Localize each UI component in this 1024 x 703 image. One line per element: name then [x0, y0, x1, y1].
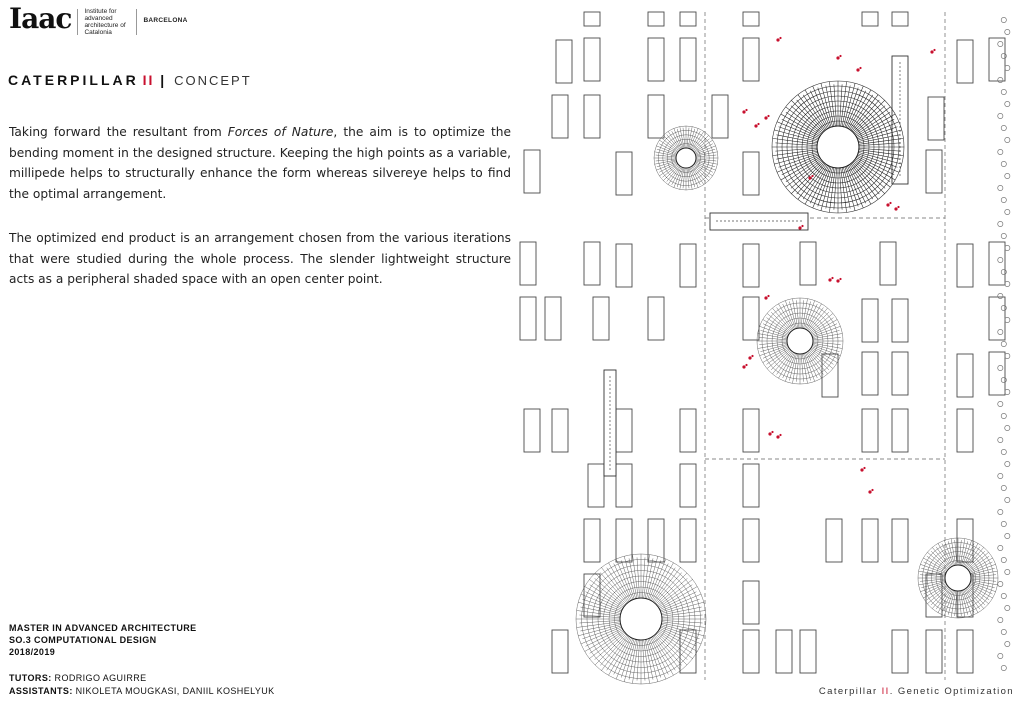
- person-marker: [745, 109, 747, 111]
- building-footprint: [989, 242, 1005, 285]
- person-marker: [860, 468, 863, 471]
- building-footprint: [648, 95, 664, 138]
- assistants-line: [9, 685, 275, 698]
- tree-marker: [998, 401, 1003, 406]
- building-footprint: [743, 519, 759, 562]
- person-marker: [897, 206, 899, 208]
- tree-marker: [1001, 593, 1006, 598]
- building-footprint: [680, 630, 696, 673]
- canopy-lattice: [757, 298, 843, 384]
- building-footprint: [957, 40, 973, 83]
- building-footprint: [957, 519, 973, 562]
- building-footprint: [862, 299, 878, 342]
- tree-marker: [1001, 665, 1006, 670]
- person-marker: [871, 489, 873, 491]
- logo-divider: [77, 9, 78, 35]
- canopy-spoke: [808, 352, 824, 375]
- building-footprint: [926, 630, 942, 673]
- building-footprint: [892, 12, 908, 26]
- building-footprint: [680, 519, 696, 562]
- building-footprint: [743, 244, 759, 287]
- canopy-lattice: [772, 81, 904, 213]
- credits: [9, 672, 275, 698]
- building-footprint: [957, 409, 973, 452]
- building-footprint: [928, 97, 944, 140]
- tree-marker: [1001, 53, 1006, 58]
- person-marker: [742, 110, 745, 113]
- caption-text: . Genetic Optimization: [889, 686, 1014, 697]
- building-footprint: [584, 519, 600, 562]
- person-marker: [771, 431, 773, 433]
- p1-text-start: Taking forward the resultant from: [9, 125, 228, 139]
- canopy-lattice: [654, 126, 718, 190]
- tree-marker: [1001, 125, 1006, 130]
- building-footprint: [989, 352, 1005, 395]
- tree-marker: [998, 113, 1003, 118]
- canopy-oculus: [945, 565, 971, 591]
- canopy-spoke: [811, 318, 834, 334]
- concept-paragraph-1: [9, 122, 511, 204]
- person-marker: [808, 176, 811, 179]
- tree-marker: [1001, 161, 1006, 166]
- canopy-spoke: [663, 165, 679, 181]
- canopy-spoke: [779, 154, 819, 167]
- person-marker: [751, 355, 753, 357]
- building-footprint: [616, 409, 632, 452]
- building-footprint: [520, 242, 536, 285]
- tree-marker: [998, 617, 1003, 622]
- person-marker: [894, 207, 897, 210]
- building-footprint: [524, 150, 540, 193]
- tree-marker: [1001, 17, 1006, 22]
- person-marker: [767, 115, 769, 117]
- tree-marker: [998, 293, 1003, 298]
- building-footprint: [957, 630, 973, 673]
- tutors-label: TUTORS:: [9, 673, 52, 683]
- p1-italic-reference: Forces of Nature: [227, 125, 334, 139]
- building-footprint: [552, 630, 568, 673]
- tree-marker: [1005, 137, 1010, 142]
- building-footprint: [648, 12, 664, 26]
- tutors-line: [9, 672, 275, 685]
- logo-divider: [136, 9, 137, 35]
- site-plan-drawing: [510, 0, 1024, 690]
- tree-marker: [1001, 413, 1006, 418]
- canopy-spoke: [779, 127, 819, 140]
- canopy-spoke: [845, 167, 858, 207]
- canopy-lattice: [918, 538, 998, 618]
- person-marker: [836, 279, 839, 282]
- building-footprint: [892, 352, 908, 395]
- building-footprint: [552, 409, 568, 452]
- tree-marker: [1001, 197, 1006, 202]
- canopy-spoke: [777, 352, 793, 375]
- building-footprint: [892, 409, 908, 452]
- building-footprint: [957, 244, 973, 287]
- building-footprint: [524, 409, 540, 452]
- tree-marker: [1005, 245, 1010, 250]
- person-marker: [779, 37, 781, 39]
- title-subtitle: CONCEPT: [174, 73, 252, 88]
- tree-marker: [1005, 281, 1010, 286]
- tree-marker: [1005, 641, 1010, 646]
- title-project: CATERPILLAR: [8, 72, 139, 88]
- building-footprint: [648, 38, 664, 81]
- assistants-label: ASSISTANTS:: [9, 686, 73, 696]
- tree-marker: [1005, 101, 1010, 106]
- person-marker: [889, 202, 891, 204]
- building-footprint: [800, 630, 816, 673]
- person-marker: [839, 278, 841, 280]
- person-marker: [828, 278, 831, 281]
- building-footprint: [584, 12, 600, 26]
- building-footprint: [862, 352, 878, 395]
- building-footprints: [520, 12, 1005, 673]
- building-footprint: [648, 297, 664, 340]
- p1-text-end: , the aim is to optimize the bending moment in the designed structure. Keeping the high points as a variable, millipede helps to structurally enhance the form whereas silvereye helps to find the optimal arrangement.: [9, 125, 511, 201]
- tree-marker: [1005, 317, 1010, 322]
- canopy-oculus: [620, 598, 662, 640]
- tree-marker: [1001, 89, 1006, 94]
- canopy-lattice: [576, 554, 706, 684]
- canopy-spoke: [967, 587, 985, 605]
- person-marker: [868, 490, 871, 493]
- building-footprint: [926, 150, 942, 193]
- canopy-structures: [576, 81, 998, 684]
- tree-marker: [998, 185, 1003, 190]
- page-title: [8, 72, 252, 88]
- building-footprint: [593, 297, 609, 340]
- building-footprint: [743, 409, 759, 452]
- concept-paragraph-2: The optimized end product is an arrangement chosen from the various iterations that were studied during the whole process. The slender lightweight structure acts as a peripheral shaded space with an open center point.: [9, 231, 511, 287]
- tree-marker: [998, 653, 1003, 658]
- building-footprint: [862, 409, 878, 452]
- person-marker: [776, 38, 779, 41]
- canopy-spoke: [858, 127, 898, 140]
- caption-accent: II: [881, 686, 890, 697]
- building-footprint: [826, 519, 842, 562]
- person-marker: [930, 50, 933, 53]
- building-footprint: [743, 630, 759, 673]
- building-footprint: [616, 519, 632, 562]
- tree-marker: [1001, 269, 1006, 274]
- iaac-logo: [9, 2, 188, 36]
- building-footprint: [743, 581, 759, 624]
- tree-marker: [998, 77, 1003, 82]
- canopy-oculus: [676, 148, 696, 168]
- building-footprint: [880, 242, 896, 285]
- canopy-spoke: [777, 308, 793, 331]
- canopy-spoke: [818, 167, 831, 207]
- building-footprint: [616, 464, 632, 507]
- tree-marker: [1005, 497, 1010, 502]
- building-footprint: [743, 152, 759, 195]
- canopy-spoke: [808, 308, 824, 331]
- canopy-oculus: [817, 126, 859, 168]
- tree-marker: [998, 473, 1003, 478]
- tree-marker: [998, 41, 1003, 46]
- program-line: 2018/2019: [9, 647, 56, 657]
- assistants-names: NIKOLETA MOUGKASI, DANIIL KOSHELYUK: [75, 686, 275, 696]
- building-footprint: [957, 354, 973, 397]
- person-marker: [798, 226, 801, 229]
- person-marker: [742, 365, 745, 368]
- tree-marker: [1005, 209, 1010, 214]
- tree-marker: [998, 149, 1003, 154]
- canopy-spoke: [931, 551, 949, 569]
- building-footprint: [556, 40, 572, 83]
- person-marker: [757, 123, 759, 125]
- logo-mark: Iaac: [9, 2, 72, 35]
- canopy-spoke: [767, 349, 790, 365]
- canopy-spoke: [767, 318, 790, 334]
- program-line: MASTER IN ADVANCED ARCHITECTURE: [9, 623, 197, 633]
- building-footprint: [712, 95, 728, 138]
- building-footprint: [743, 464, 759, 507]
- building-footprint: [776, 630, 792, 673]
- tree-marker: [1005, 605, 1010, 610]
- canopy-spoke: [693, 165, 709, 181]
- canopy-spoke: [663, 135, 679, 151]
- tree-marker: [998, 257, 1003, 262]
- logo-city: BARCELONA: [143, 17, 188, 24]
- long-pavilion: [710, 213, 808, 230]
- program-line: SO.3 COMPUTATIONAL DESIGN: [9, 635, 157, 645]
- canopy-spoke: [858, 154, 898, 167]
- person-marker: [776, 435, 779, 438]
- tree-marker: [1001, 305, 1006, 310]
- person-marker: [779, 434, 781, 436]
- building-footprint: [584, 38, 600, 81]
- canopy-spoke: [931, 587, 949, 605]
- caption-project: Caterpillar: [818, 686, 878, 697]
- building-footprint: [892, 299, 908, 342]
- person-marker: [811, 175, 813, 177]
- person-marker: [836, 56, 839, 59]
- logo-institute-name: Institute for advanced architecture of Catalonia: [84, 8, 126, 36]
- tree-marker: [1005, 533, 1010, 538]
- tree-marker: [998, 221, 1003, 226]
- building-footprint: [552, 95, 568, 138]
- tree-marker: [1001, 557, 1006, 562]
- building-footprint: [862, 519, 878, 562]
- building-footprint: [800, 242, 816, 285]
- person-marker: [839, 55, 841, 57]
- building-footprint: [584, 242, 600, 285]
- person-marker: [764, 116, 767, 119]
- tree-marker: [1005, 173, 1010, 178]
- tree-marker: [1005, 569, 1010, 574]
- person-marker: [933, 49, 935, 51]
- tree-marker: [1001, 521, 1006, 526]
- person-marker: [886, 203, 889, 206]
- tree-marker: [1005, 353, 1010, 358]
- building-footprint: [862, 12, 878, 26]
- person-marker: [764, 296, 767, 299]
- person-marker: [767, 295, 769, 297]
- person-marker: [745, 364, 747, 366]
- tree-marker: [1005, 461, 1010, 466]
- person-marker: [831, 277, 833, 279]
- building-footprint: [743, 297, 759, 340]
- tree-marker: [1001, 341, 1006, 346]
- building-footprint: [892, 519, 908, 562]
- building-footprint: [680, 409, 696, 452]
- tree-marker: [998, 437, 1003, 442]
- tree-marker: [998, 509, 1003, 514]
- canopy-spoke: [818, 88, 831, 128]
- tree-marker: [1005, 425, 1010, 430]
- building-footprint: [680, 464, 696, 507]
- person-marker: [754, 124, 757, 127]
- person-marker: [856, 68, 859, 71]
- dashed-paths: [705, 12, 945, 680]
- tree-marker: [1005, 65, 1010, 70]
- building-footprint: [616, 152, 632, 195]
- person-marker: [748, 356, 751, 359]
- building-footprint: [584, 95, 600, 138]
- tree-marker: [1001, 629, 1006, 634]
- building-footprint: [822, 354, 838, 397]
- tree-marker: [1001, 233, 1006, 238]
- tree-marker: [998, 329, 1003, 334]
- tree-marker: [1001, 377, 1006, 382]
- building-footprint: [892, 630, 908, 673]
- tutors-names: RODRIGO AGUIRRE: [54, 673, 147, 683]
- building-footprint: [743, 38, 759, 81]
- title-accent: II: [142, 72, 155, 88]
- tree-marker: [998, 545, 1003, 550]
- building-footprint: [520, 297, 536, 340]
- person-marker: [859, 67, 861, 69]
- building-footprint: [588, 464, 604, 507]
- tree-marker: [1005, 29, 1010, 34]
- person-marker: [801, 225, 803, 227]
- building-footprint: [680, 244, 696, 287]
- tree-marker: [1001, 485, 1006, 490]
- tree-marker: [998, 365, 1003, 370]
- building-footprint: [680, 12, 696, 26]
- tree-marker: [1005, 389, 1010, 394]
- canopy-oculus: [787, 328, 813, 354]
- person-marker: [768, 432, 771, 435]
- canopy-spoke: [693, 135, 709, 151]
- canopy-spoke: [845, 88, 858, 128]
- tree-marker: [1001, 449, 1006, 454]
- program-info: [9, 622, 197, 658]
- tree-marker: [998, 581, 1003, 586]
- canopy-spoke: [967, 551, 985, 569]
- person-marker: [863, 467, 865, 469]
- building-footprint: [743, 12, 759, 26]
- building-footprint: [680, 38, 696, 81]
- building-footprint: [616, 244, 632, 287]
- building-footprint: [545, 297, 561, 340]
- tree-markers: [998, 17, 1010, 670]
- title-separator: |: [160, 72, 165, 88]
